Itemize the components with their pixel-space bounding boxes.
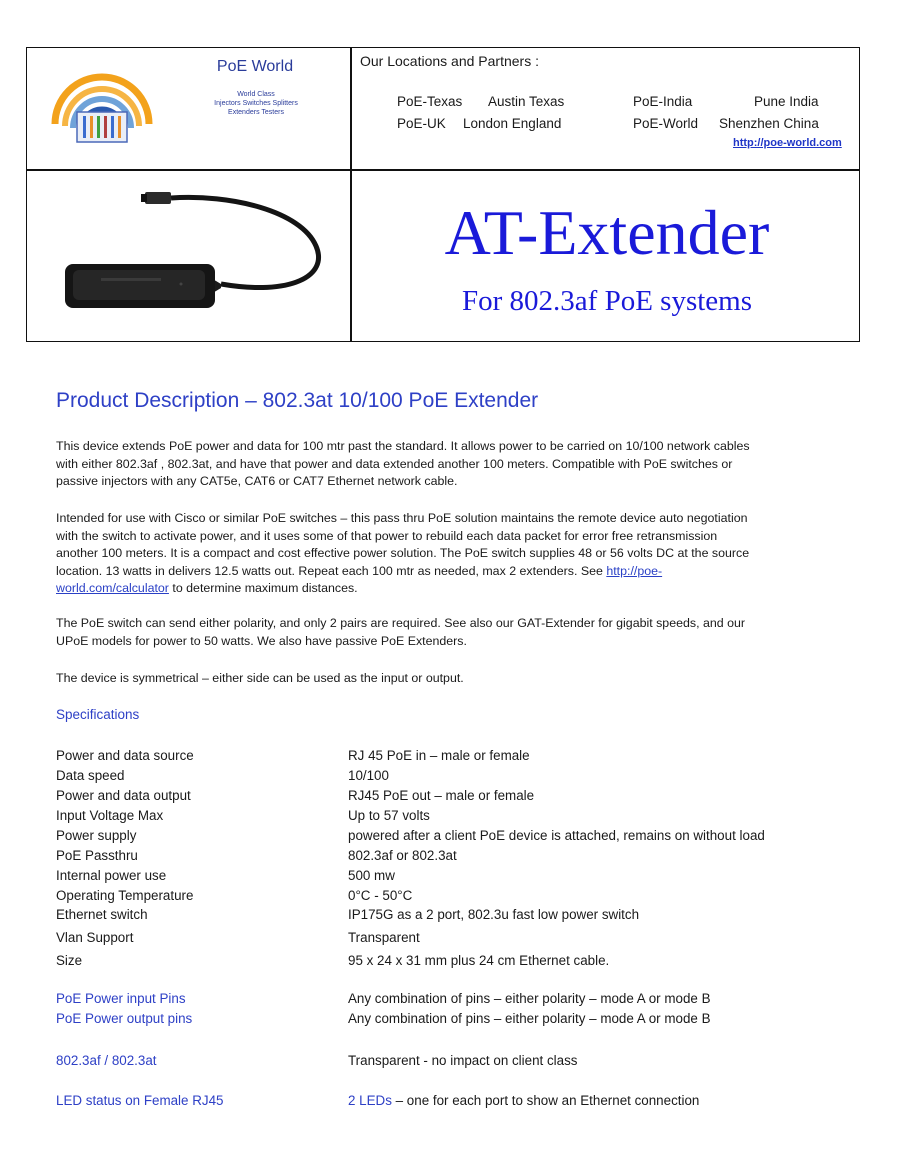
location-place: Pune India <box>754 94 819 109</box>
specifications-heading: Specifications <box>56 707 140 722</box>
poe-world-logo <box>47 52 157 162</box>
product-title: AT-Extender <box>444 197 770 268</box>
location-place: Shenzhen China <box>719 116 819 131</box>
location-place: London England <box>463 116 562 131</box>
description-paragraph: The PoE switch can send either polarity, and only 2 pairs are required. See also our GAT-Extender for gigabit speeds, and our UPoE models for power to 50 watts. We also have passive PoE Extenders. <box>56 616 745 648</box>
spec-row: PoE Power input Pins Any combination of pins – either polarity – mode A or mode B <box>56 991 711 1006</box>
location-place: Austin Texas <box>488 94 565 109</box>
spec-row: Operating Temperature 0°C - 50°C <box>56 888 413 903</box>
location-name: PoE-World <box>633 116 699 131</box>
description-paragraph: Intended for use with Cisco or similar PoE switches – this pass thru PoE solution maintains the remote device auto negotiation with the switch to activate power, and it uses some of that power to rebuild each data packet for error free retransmission another 100 meters. It is a compact and cost effective power solution. The PoE switch supplies 48 or 56 volts DC at the source location. 13 watts in delivers 12.5 watts out. Repeat each 100 mtr as needed, max 2 extenders. See http://poe- world.com/calculator to determine maximum distances. <box>56 511 750 596</box>
spec-row: 802.3af / 802.3at Transparent - no impact on client class <box>56 1053 578 1068</box>
spec-row: Power and data output RJ45 PoE out – male or female <box>56 788 535 803</box>
spec-row: LED status on Female RJ45 2 LEDs – one for each port to show an Ethernet connection <box>56 1093 700 1108</box>
location-name: PoE-UK <box>397 116 446 131</box>
header-table <box>26 47 860 342</box>
spec-row: Ethernet switch IP175G as a 2 port, 802.3u fast low power switch <box>56 907 640 922</box>
locations-title: Our Locations and Partners : <box>360 53 539 69</box>
website-link[interactable]: http://poe-world.com <box>733 137 842 149</box>
spec-row: Internal power use 500 mw <box>56 868 395 883</box>
calculator-link[interactable]: world.com/calculator <box>56 581 169 596</box>
spec-row: Power and data source RJ 45 PoE in – male or female <box>56 748 530 763</box>
description-paragraph: This device extends PoE power and data for 100 mtr past the standard. It allows power to be carried on 10/100 network cables with either 802.3af , 802.3at, and have that power and data extended another 100 meters. Compatible with PoE switches or passive injectors with any CAT5e, CAT6 or CAT7 Ethernet network cable. <box>56 439 750 489</box>
section-title: Product Description – 802.3at 10/100 PoE Extender <box>56 389 539 412</box>
location-name: PoE-India <box>633 94 693 109</box>
calculator-link[interactable]: http://poe- <box>606 563 663 578</box>
spec-row: Data speed 10/100 <box>56 768 389 783</box>
spec-row: PoE Passthru 802.3af or 802.3at <box>56 848 457 863</box>
spec-row: Size 95 x 24 x 31 mm plus 24 cm Ethernet cable. <box>56 953 610 968</box>
spec-row: Vlan Support Transparent <box>56 930 420 945</box>
table-divider-horizontal <box>27 169 859 171</box>
brand-name: PoE World <box>216 58 294 75</box>
spec-row: Input Voltage Max Up to 57 volts <box>56 808 430 823</box>
spec-row: PoE Power output pins Any combination of pins – either polarity – mode A or mode B <box>56 1011 711 1026</box>
location-name: PoE-Texas <box>397 94 463 109</box>
spec-row: Power supply powered after a client PoE device is attached, remains on without load <box>56 828 765 843</box>
brand-tagline: World Class Injectors Switches Splitters Extenders Testers <box>214 91 298 116</box>
description-paragraph: The device is symmetrical – either side can be used as the input or output. <box>56 671 464 685</box>
product-subtitle: For 802.3af PoE systems <box>462 285 752 317</box>
product-photo <box>61 176 341 336</box>
